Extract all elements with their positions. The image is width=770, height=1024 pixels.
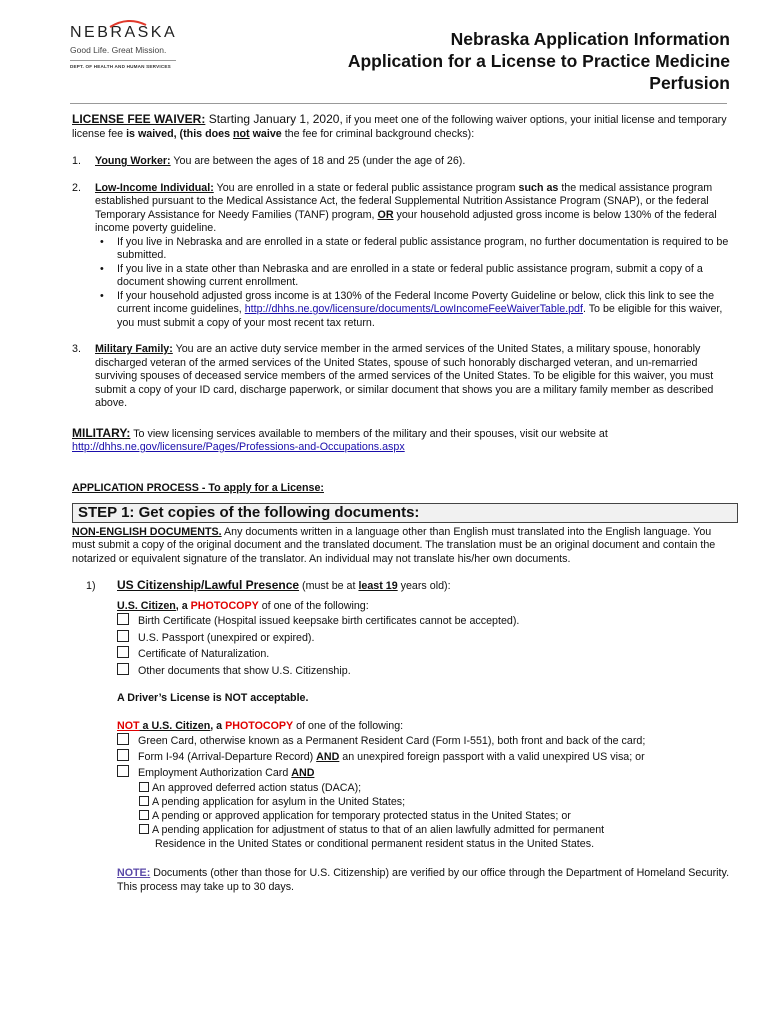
waiver-intro: LICENSE FEE WAIVER: Starting January 1, 2020, if you meet one of the following waiver options, your initial license and temporary license fee is waived, (this does not waive the fee for criminal background checks): xyxy=(72,112,727,140)
drivers-license-note: A Driver’s License is NOT acceptable. xyxy=(117,692,309,704)
us-citizen-intro: U.S. Citizen, a PHOTOCOPY of one of the following: xyxy=(117,599,369,612)
citizenship-section: 1) US Citizenship/Lawful Presence (must be at least 19 years old): U.S. Citizen, a PHOTOCOPY of one of the following: Birth Certificate (Hospital issued keepsake birth certificates cannot be accepted). U.S. Passport (unexpired or expired). Certificate of Naturalization. Other documents that show U.S. Citizenship. A Driver’s License is NOT acceptable. NOT a U.S. Citizen, a PHOTOCOPY of one of the following: Green Card, otherwise known as a Permanent Resident Card (Form I-551), both front and back of the card; Form I-94 (Arrival-Departure Record) AND an unexpired foreign passport with a valid unexpired US visa; or Employment Authorization Card AND An approved deferred action status (DACA); A pending application for asylum in the United States; A pending or approved application for temporary protected status in the United States; or A pending application for adjustment of status to that of an alien lawfully admitted for permanent Residence in the United States or conditional permanent resident status in the United States. NOTE: Documents (other than those for U.S. Citizenship) are verified by our office through the Department of Homeland Security. This process may take up to 30 days. xyxy=(72,579,732,894)
checkbox[interactable] xyxy=(139,824,149,834)
checkbox[interactable] xyxy=(139,796,149,806)
checklist-item: Birth Certificate (Hospital issued keepsake birth certificates cannot be accepted). xyxy=(117,613,732,630)
title-line-1: Nebraska Application Information xyxy=(450,29,730,49)
checkbox[interactable] xyxy=(117,663,129,675)
logo-tagline: Good Life. Great Mission. xyxy=(70,45,167,55)
young-worker-label: Young Worker: xyxy=(95,155,171,167)
logo-dept: DEPT. OF HEALTH AND HUMAN SERVICES xyxy=(70,64,171,69)
income-guidelines-link[interactable]: http://dhhs.ne.gov/licensure/documents/LowIncomeFeeWaiverTable.pdf xyxy=(244,303,583,315)
checkbox[interactable] xyxy=(139,810,149,820)
nebraska-dhhs-logo xyxy=(70,24,180,69)
dhs-verification-note: NOTE: Documents (other than those for U.S. Citizenship) are verified by our office through the Department of Homeland Security. This process may take up to 30 days. xyxy=(117,867,730,893)
waiver-heading: LICENSE FEE WAIVER: xyxy=(72,112,206,126)
waiver-item-low-income: 2. Low-Income Individual: You are enrolled in a state or federal public assistance program such as the medical assistance program established pursuant to the Medical Assistance Act, the federal Supplemental Nutrition Assistance Program (SNAP), or the federal Temporary Assistance for Needy Families (TANF) program, OR your household adjusted gross income is below 130% of the federal income poverty guideline. • If you live in Nebraska and are enrolled in a state or federal public assistance program, no further documentation is required to be submitted. • If you live in a state other than Nebraska and are enrolled in a state or federal public assistance program, submit a copy of a document showing current enrollment. • If your household adjusted gross income is at 130% of the Federal Income Poverty Guideline or below, click this link to see the current income guidelines, http://dhhs.ne.gov/licensure/documents/LowIncomeFeeWaiverTable.pdf. To be eligible for this waiver, you must submit a copy of your most recent tax return. xyxy=(72,182,732,331)
checkbox[interactable] xyxy=(117,749,129,761)
non-citizen-intro: NOT a U.S. Citizen, a PHOTOCOPY of one of the following: xyxy=(117,719,404,732)
title-line-2: Application for a License to Practice Medicine xyxy=(347,51,730,71)
checklist-item-continuation: Residence in the United States or conditional permanent resident status in the United States. xyxy=(155,838,595,850)
checklist-item: A pending application for adjustment of status to that of an alien lawfully admitted for permanent xyxy=(139,823,732,837)
title-line-3: Perfusion xyxy=(649,73,730,93)
checklist-item: U.S. Passport (unexpired or expired). xyxy=(117,630,732,647)
page-title xyxy=(348,28,730,94)
main-content xyxy=(72,113,732,894)
military-section: MILITARY: To view licensing services available to members of the military and their spouses, visit our website at http://dhhs.ne.gov/licensure/Pages/Professions-and-Occupations.aspx xyxy=(72,425,608,453)
checklist-item: Certificate of Naturalization. xyxy=(117,646,732,663)
list-item: • If your household adjusted gross income is at 130% of the Federal Income Poverty Guideline or below, click this link to see the current income guidelines, http://dhhs.ne.gov/licensure/documents/LowIncomeFeeWaiverTable.pdf. To be eligible for this waiver, you must submit a copy of your most recent tax return. xyxy=(95,290,732,331)
waiver-item-military-family: 3. Military Family: You are an active duty service member in the armed services of the United States, a military spouse, honorably discharged veteran of the armed services of the United States, spouse of such honorably discharged veteran, and un-remarried surviving spouses of deceased service members of the armed services of the United States. To be eligible for this waiver, you must submit a copy of your ID card, discharge paperwork, or similar document that shows you are a military family member as described above. xyxy=(72,343,714,409)
header-divider xyxy=(70,103,727,104)
military-services-link[interactable]: http://dhhs.ne.gov/licensure/Pages/Professions-and-Occupations.aspx xyxy=(72,441,405,453)
checkbox[interactable] xyxy=(117,646,129,658)
checklist-item: A pending or approved application for temporary protected status in the United States; or xyxy=(139,809,732,823)
checklist-item: An approved deferred action status (DACA); xyxy=(139,781,732,795)
non-citizen-checklist xyxy=(117,733,732,851)
low-income-bullets xyxy=(95,236,732,331)
checklist-item: Form I-94 (Arrival-Departure Record) AND an unexpired foreign passport with a valid unexpired US visa; or xyxy=(117,749,732,765)
checkbox[interactable] xyxy=(117,765,129,777)
checklist-item: A pending application for asylum in the United States; xyxy=(139,795,732,809)
list-item: • If you live in Nebraska and are enrolled in a state or federal public assistance program, no further documentation is required to be submitted. xyxy=(95,236,732,263)
logo-arc-icon xyxy=(108,18,148,28)
checklist-item: Green Card, otherwise known as a Permanent Resident Card (Form I-551), both front and back of the card; xyxy=(117,733,732,749)
checkbox[interactable] xyxy=(117,630,129,642)
checklist-item: Employment Authorization Card AND xyxy=(117,765,732,781)
logo-word: NEBRASKA xyxy=(70,24,178,41)
checkbox[interactable] xyxy=(139,782,149,792)
checkbox[interactable] xyxy=(117,733,129,745)
non-english-documents: NON-ENGLISH DOCUMENTS. Any documents written in a language other than English must translated into the English language. You must submit a copy of the original document and the translated document. The translation must be an original document and contain the notarized or equivalent signature of the translator. An individual may not translate his/her own documents. xyxy=(72,525,716,565)
low-income-label: Low-Income Individual: xyxy=(95,181,214,194)
military-heading: MILITARY: xyxy=(72,425,131,440)
military-family-label: Military Family: xyxy=(95,343,173,355)
ead-sub-checklist xyxy=(117,781,732,851)
application-process-heading: APPLICATION PROCESS - To apply for a License: xyxy=(72,481,324,494)
citizenship-heading: US Citizenship/Lawful Presence xyxy=(117,578,300,592)
checkbox[interactable] xyxy=(117,613,129,625)
checklist-item: Other documents that show U.S. Citizenship. xyxy=(117,663,732,680)
list-item: • If you live in a state other than Nebraska and are enrolled in a state or federal public assistance program, submit a copy of a document showing current enrollment. xyxy=(95,263,732,290)
us-citizen-checklist xyxy=(117,613,732,679)
logo-divider xyxy=(70,60,176,61)
waiver-item-young-worker: 1. Young Worker: You are between the ages of 18 and 25 (under the age of 26). xyxy=(72,155,466,167)
step-1-heading: STEP 1: Get copies of the following documents: xyxy=(72,503,738,523)
